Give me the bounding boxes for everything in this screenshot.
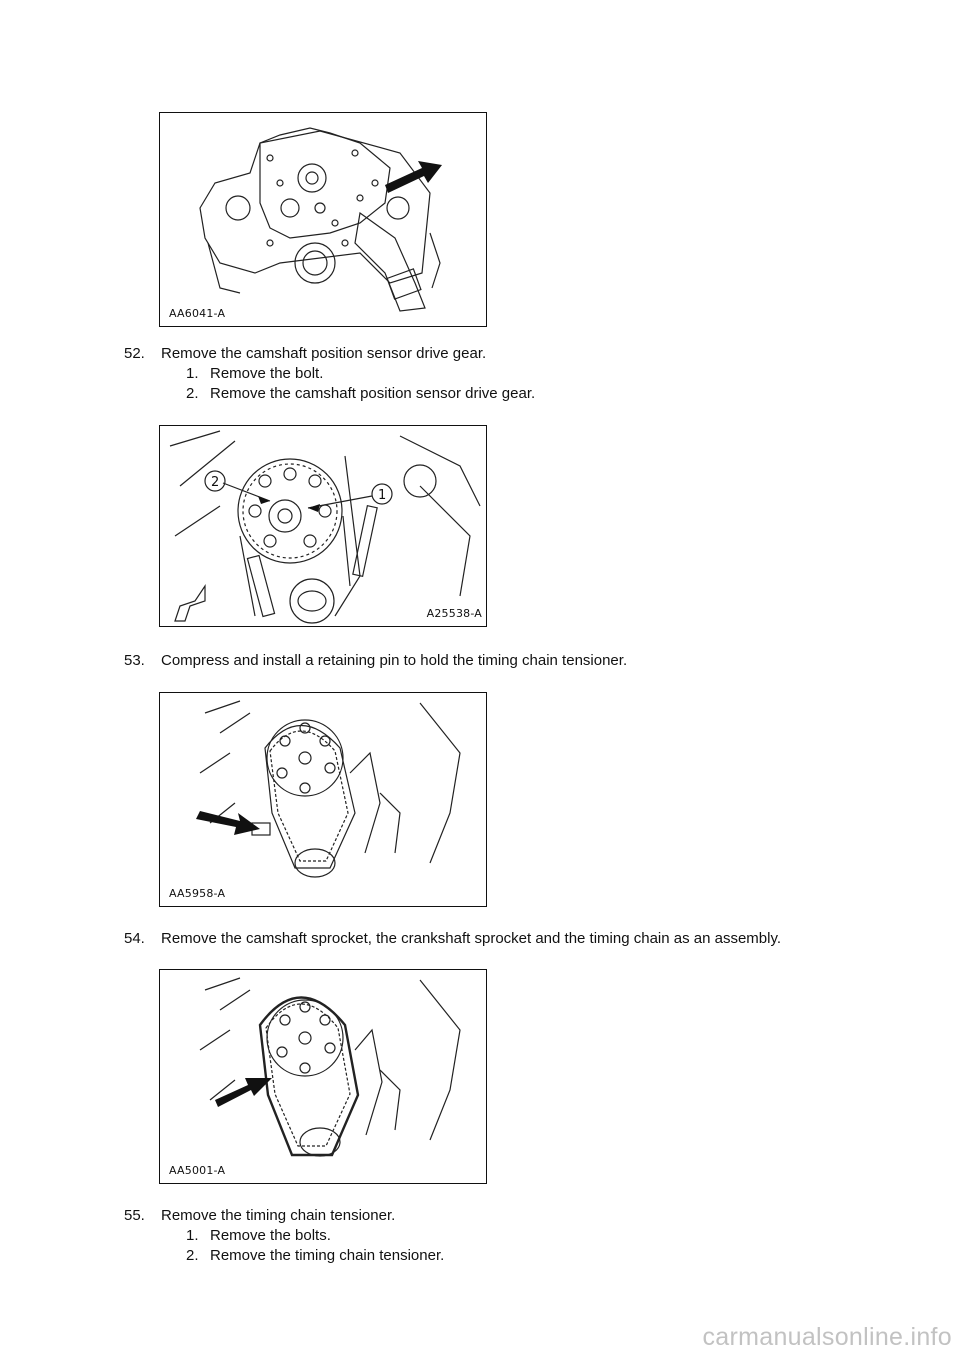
watermark: carmanualsonline.info [702,1323,952,1351]
step-53 [124,652,627,670]
sprocket-assembly-illustration [160,970,486,1183]
substep [186,1247,444,1265]
figure-label: A25538-A [426,607,482,620]
figure-aa5001 [159,969,487,1184]
figure-label: AA5001-A [169,1164,226,1177]
substep-text: Remove the timing chain tensioner. [210,1247,445,1264]
callout-2: 2 [211,475,220,490]
timing-chain-tensioner-illustration [160,693,486,906]
substep-number: 2. [186,385,199,402]
figure-label: AA5958-A [169,887,226,900]
step-55 [124,1207,395,1225]
step-number: 52. [124,345,145,362]
step-52 [124,345,486,363]
substep-number: 1. [186,1227,199,1244]
substep-number: 1. [186,365,199,382]
step-number: 55. [124,1207,145,1224]
substep [186,365,323,383]
figure-aa6041 [159,112,487,327]
substep [186,385,535,403]
figure-label: AA6041-A [169,307,226,320]
substep-text: Remove the camshaft position sensor drive gear. [210,385,536,402]
step-number: 53. [124,652,145,669]
step-text: Remove the camshaft sprocket, the crankshaft sprocket and the timing chain as an assembly. [161,930,782,947]
step-number: 54. [124,930,145,947]
substep [186,1227,331,1245]
figure-aa5958 [159,692,487,907]
substep-text: Remove the bolt. [210,365,324,382]
substep-text: Remove the bolts. [210,1227,331,1244]
step-text: Compress and install a retaining pin to hold the timing chain tensioner. [161,652,628,669]
step-text: Remove the timing chain tensioner. [161,1207,396,1224]
callout-1: 1 [378,488,387,503]
step-text: Remove the camshaft position sensor drive gear. [161,345,487,362]
cmp-drive-gear-illustration [160,426,486,626]
substep-number: 2. [186,1247,199,1264]
step-54 [124,930,781,948]
engine-front-cover-illustration [160,113,486,326]
figure-a25538 [159,425,487,627]
